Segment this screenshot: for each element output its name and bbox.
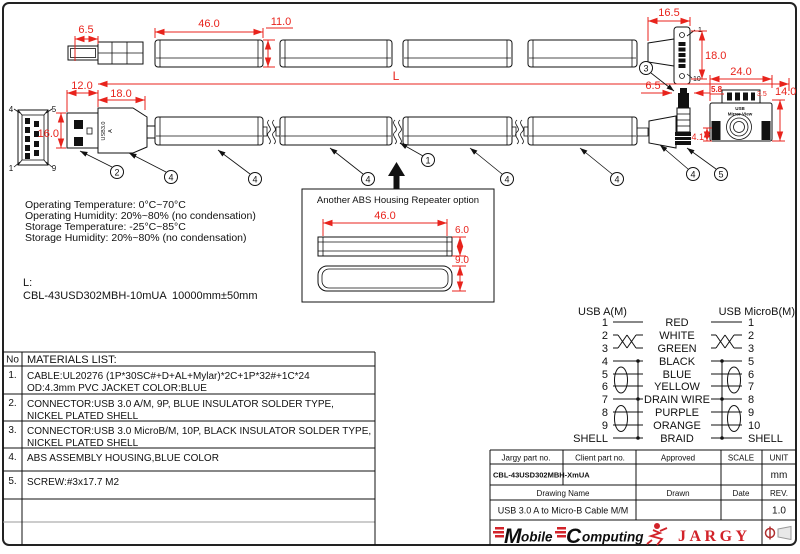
wire-pin-right: SHELL xyxy=(748,433,783,445)
wire-pin-left: 6 xyxy=(601,381,608,393)
endview-pin-1: 1 xyxy=(8,164,14,173)
dim-label-12: 12.0 xyxy=(71,80,93,92)
balloon-4e: 4 xyxy=(614,174,620,185)
wire-color: RED xyxy=(665,317,689,329)
dim-label-4-1: 4.1 xyxy=(691,132,704,142)
material-row-no: 5. xyxy=(8,476,17,487)
microb-pin10-label: 10 xyxy=(693,76,701,83)
wire-color: BLUE xyxy=(662,369,692,381)
wire-pin-right: 3 xyxy=(748,343,755,355)
unit-label: UNIT xyxy=(769,453,789,463)
balloon-4b: 4 xyxy=(252,174,258,185)
rev-value: 1.0 xyxy=(772,505,786,517)
material-row-text: SCREW:#3x17.7 M2 xyxy=(27,477,120,488)
wire-pin-left: SHELL xyxy=(573,433,608,445)
approved-label: Approved xyxy=(660,453,696,463)
dim-label-16-5: 16.5 xyxy=(658,7,680,19)
rev-label: REV. xyxy=(770,489,788,498)
material-row-text: NICKEL PLATED SHELL xyxy=(27,438,139,449)
materials-col-no: No xyxy=(6,354,19,366)
balloon-5: 5 xyxy=(718,169,724,180)
wire-pin-left: 3 xyxy=(601,343,608,355)
drawn-label: Drawn xyxy=(666,489,690,498)
dim-label-6-0: 6.0 xyxy=(455,225,469,236)
wire-pin-right: 9 xyxy=(748,407,755,419)
wiring-right-header: USB MicroB(M) xyxy=(718,306,795,318)
material-row-text: ABS ASSEMBLY HOUSING,BLUE COLOR xyxy=(27,453,219,464)
balloon-1: 1 xyxy=(425,155,431,166)
endview-pin-4: 4 xyxy=(8,105,14,114)
note-operating-temp: Operating Temperature: 0°C~70°C xyxy=(25,199,186,211)
balloon-4a: 4 xyxy=(168,172,174,183)
drawing-name-label: Drawing Name xyxy=(536,489,590,498)
wire-color: WHITE xyxy=(659,330,695,342)
balloon-4c: 4 xyxy=(365,174,371,185)
dim-label-46-top: 46.0 xyxy=(198,18,220,30)
balloon-4f: 4 xyxy=(690,169,696,180)
note-operating-humidity: Operating Humidity: 20%~80% (no condensation) xyxy=(25,210,256,222)
length-part-number: CBL-43USD302MBH-10mUA xyxy=(23,290,167,302)
brand-c: C xyxy=(566,525,582,548)
wire-pin-right: 8 xyxy=(748,394,755,406)
material-row-no: 4. xyxy=(8,452,17,463)
endview-pin-9: 9 xyxy=(51,164,57,173)
date-label: Date xyxy=(732,489,750,498)
material-row-text: NICKEL PLATED SHELL xyxy=(27,411,139,422)
faceview-marking-mirror: Mirror View xyxy=(727,111,753,117)
wire-pin-left: 4 xyxy=(601,356,608,368)
note-storage-humidity: Storage Humidity: 20%~80% (no condensation) xyxy=(25,232,247,244)
overmold-marking-a: A xyxy=(108,129,114,133)
material-row-text: CONNECTOR:USB 3.0 A/M, 9P, BLUE INSULATOR SOLDER TYPE, xyxy=(27,399,334,410)
dim-label-18: 18.0 xyxy=(110,88,132,100)
faceview-marking-usb: USB xyxy=(735,106,745,111)
overmold-marking-usb30: USB3.0 xyxy=(101,121,107,141)
dim-label-9-0: 9.0 xyxy=(455,255,469,266)
wire-pin-right: 5 xyxy=(748,356,755,368)
material-row-no: 2. xyxy=(8,398,17,409)
dim-label-L: L xyxy=(392,69,400,83)
wire-pin-left: 5 xyxy=(601,369,608,381)
material-row-no: 1. xyxy=(8,370,17,381)
unit-value: mm xyxy=(770,470,788,481)
dim-label-14: 14.0 xyxy=(775,86,797,98)
wire-pin-right: 7 xyxy=(748,381,755,393)
wire-color: PURPLE xyxy=(654,407,700,419)
material-row-no: 3. xyxy=(8,425,17,436)
wire-pin-left: 2 xyxy=(601,330,608,342)
dim-label-24: 24.0 xyxy=(730,66,752,78)
part-number-value: CBL-43USD302MBH-XmUA xyxy=(493,470,590,480)
wire-pin-left: 9 xyxy=(601,420,608,432)
balloon-2: 2 xyxy=(114,167,120,178)
wire-color: YELLOW xyxy=(654,381,700,393)
wire-color: BRAID xyxy=(660,433,694,445)
wire-color: BLACK xyxy=(658,356,696,368)
client-part-label: Client part no. xyxy=(575,453,625,463)
dim-label-11: 11.0 xyxy=(270,16,292,28)
wire-pin-right: 6 xyxy=(748,369,755,381)
wire-pin-left: 7 xyxy=(601,394,608,406)
length-label: L: xyxy=(23,277,33,289)
brand-jargy: JARGY xyxy=(678,528,751,545)
projection-symbol-icon xyxy=(766,527,792,540)
dim-label-5-8: 5.8 xyxy=(711,85,723,94)
wire-color: GREEN xyxy=(657,343,697,355)
scale-label: SCALE xyxy=(727,453,755,463)
brand-obile: obile xyxy=(521,529,553,545)
wire-pin-left: 8 xyxy=(601,407,608,419)
brand-m: M xyxy=(504,525,522,548)
microb-pin1-label: 1 xyxy=(698,27,702,34)
abs-option-title: Another ABS Housing Repeater option xyxy=(316,195,480,206)
wire-pin-right: 2 xyxy=(748,330,755,342)
wire-pin-right: 1 xyxy=(748,317,755,329)
wire-pin-left: 1 xyxy=(601,317,608,329)
drawing-name-value: USB 3.0 A to Micro-B Cable M/M xyxy=(497,505,629,516)
dim-label-6-5-right: 6.5 xyxy=(645,80,661,92)
wiring-left-header: USB A(M) xyxy=(578,306,627,318)
balloon-3: 3 xyxy=(643,63,649,74)
material-row-text: CONNECTOR:USB 3.0 MicroB/M, 10P, BLACK INSULATOR SOLDER TYPE, xyxy=(27,426,372,437)
note-storage-temp: Storage Temperature: -25°C~85°C xyxy=(25,221,186,233)
material-row-text: OD:4.3mm PVC JACKET COLOR:BLUE xyxy=(27,383,207,394)
dim-label-3-5: 3.5 xyxy=(757,91,767,98)
wire-pin-right: 10 xyxy=(748,420,761,432)
dim-label-16: 16.0 xyxy=(37,128,59,140)
dim-label-6-5-top: 6.5 xyxy=(78,24,94,36)
brand-omputing: omputing xyxy=(582,529,644,545)
material-row-text: CABLE:UL20276 (1P*30SC#+D+AL+Mylar)*2C+1P*32#+1C*24 xyxy=(27,371,310,382)
dim-label-18-right: 18.0 xyxy=(705,50,727,62)
wire-color: DRAIN WIRE xyxy=(644,394,710,406)
wire-color: ORANGE xyxy=(653,420,701,432)
endview-pin-5: 5 xyxy=(51,105,57,114)
jargy-part-label: Jargy part no. xyxy=(501,453,551,463)
balloon-4d: 4 xyxy=(504,174,510,185)
materials-title: MATERIALS LIST: xyxy=(27,354,117,366)
dim-label-46-abs: 46.0 xyxy=(374,210,396,222)
length-value: 10000mm±50mm xyxy=(172,290,258,302)
